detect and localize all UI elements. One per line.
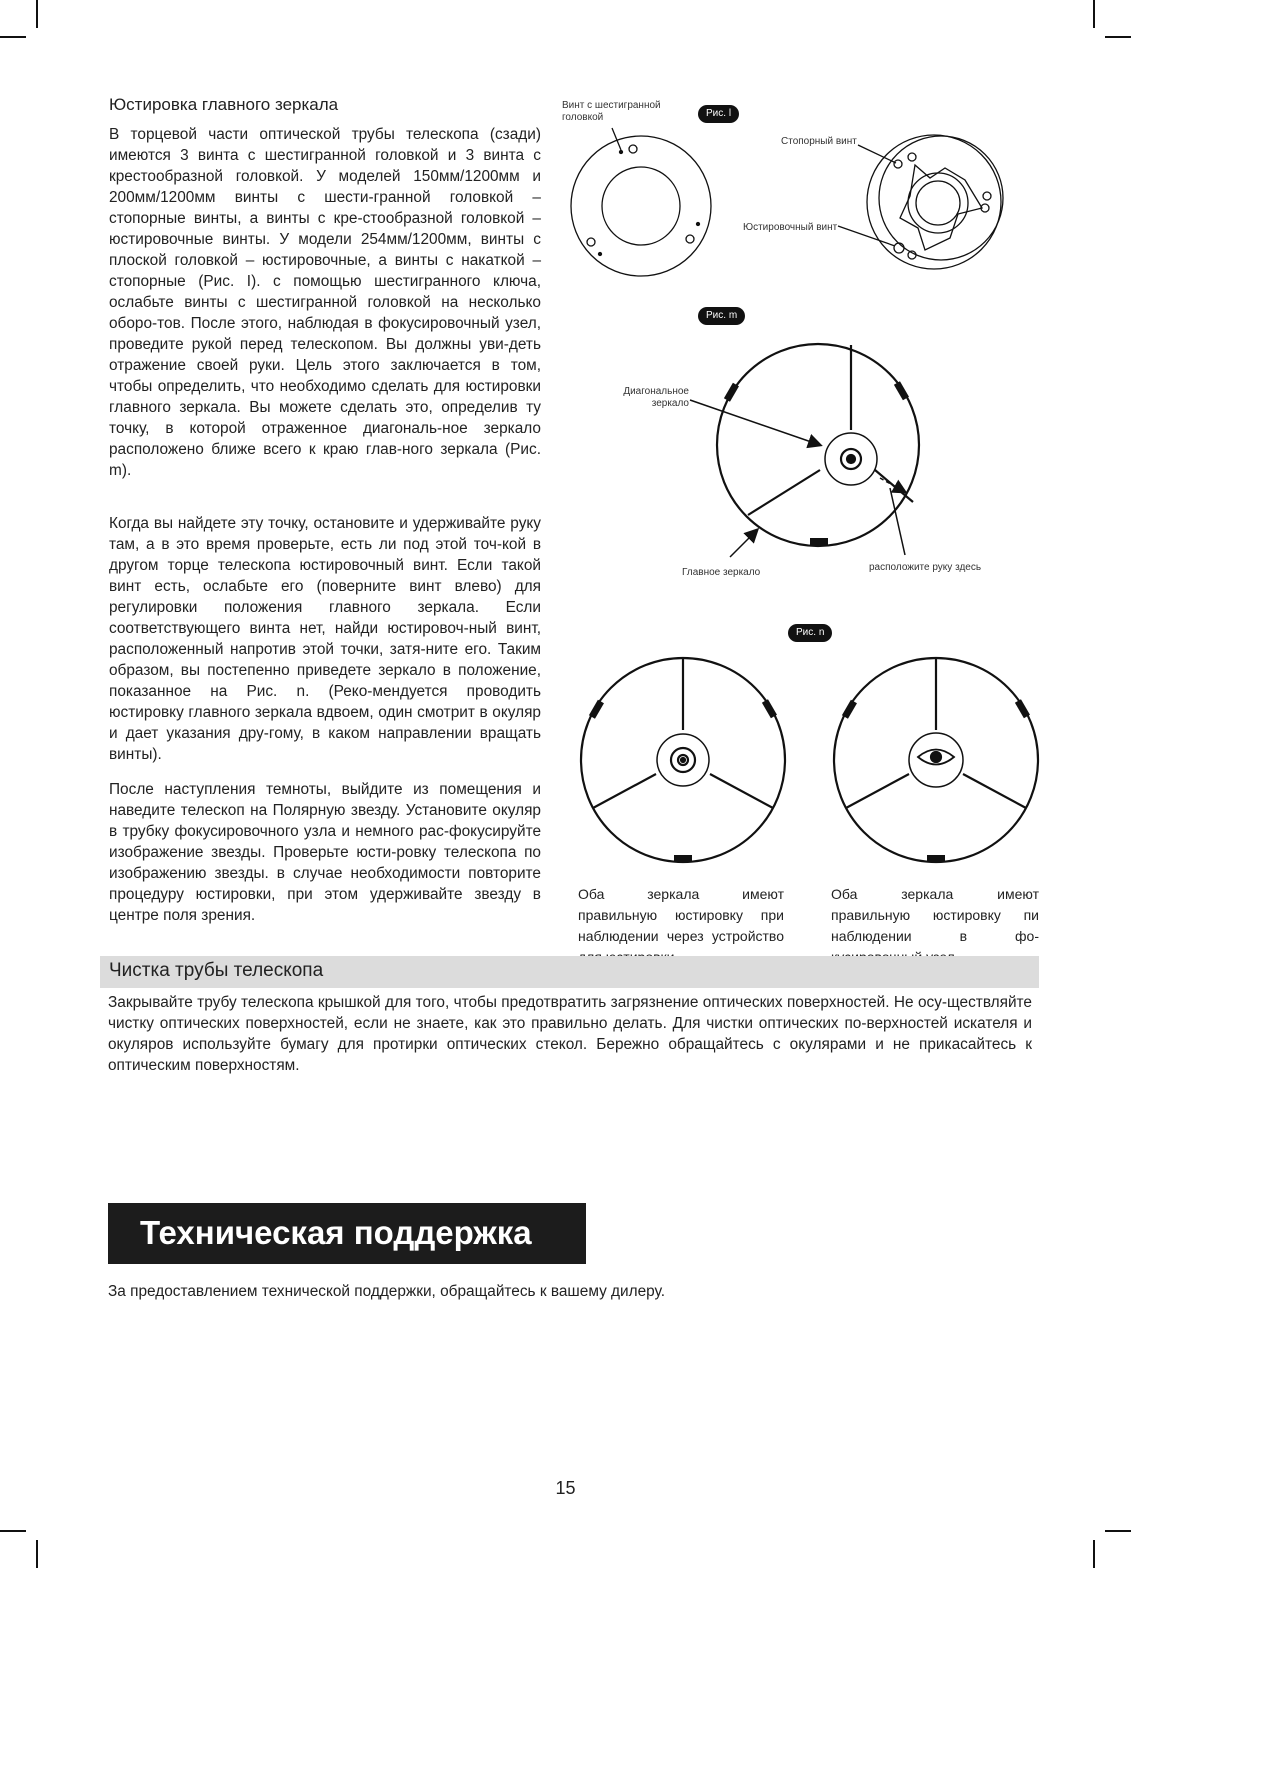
label-line: Диагональное — [623, 386, 689, 397]
fig-m-label-hand-here: расположите руку здесь — [869, 562, 982, 573]
label-line: Винт с шестигранной — [562, 100, 661, 111]
paragraph-text: После наступления темноты, выйдите из помещения и наведите телескоп на Полярную звезду. Установите окуляр в трубку фокусировочного узла и немного рас-фокусируйте изображение звезды. Проверьте юсти-ровку телескопа по изображению звезды. в случае необходимости повторите процедуру юстировки, при этом удерживайте звезду в центре поля зрения. — [109, 781, 541, 924]
fig-n-right-diagram — [834, 658, 1038, 862]
fig-l-label-adjust-screw: Юстировочный винт — [743, 222, 838, 233]
fig-n-caption-right: Оба зеркала имеют правильную юстировку пи наблюдении в фо- — [831, 886, 1039, 944]
crop-mark — [1105, 1530, 1131, 1532]
fig-n-caption-left: Оба зеркала имеют правильную юстировку при наблюдении через устройство — [578, 886, 784, 944]
section-title-mirror-alignment: Юстировка главного зеркала — [109, 95, 339, 114]
crop-mark — [1093, 1540, 1095, 1568]
section-header-bar — [100, 956, 1039, 988]
fig-m-badge: Рис. m — [698, 307, 745, 325]
page-number: 15 — [555, 1478, 576, 1498]
label-line: зеркало — [651, 398, 689, 409]
fig-l-badge: Рис. l — [698, 105, 739, 123]
section-title-tube-cleaning: Чистка трубы телескопа — [109, 960, 324, 981]
fig-l-label-hex-screw — [562, 100, 661, 124]
crop-mark — [0, 1530, 26, 1532]
fig-n-badge: Рис. n — [788, 624, 832, 642]
section-title-tech-support: Техническая поддержка — [140, 1214, 532, 1251]
fig-l-label-lock-screw: Стопорный винт — [781, 136, 857, 147]
paragraph-text: Когда вы найдете эту точку, остановите и удерживайте руку там, а в это время проверьте, есть ли под этой точ-кой в другом торце телескопа юстировочный винт. Если такой винт есть, ослабьте его (поверните винт влево) для регулировки положения главного зеркала. Если соответствующего винта нет, найди юстировоч-ный винт, расположенный напротив этой точки, затя-ните его. Таким образом, вы постепенно приведете зеркало в положение, показанное на Рис. n. (Реко-мендуется проводить юстировку главного зеркала вдвоем, один смотрит в окуляр и дает указания дру-гому, в каком направлении вращать винты). — [109, 515, 541, 763]
support-header-bar — [108, 1203, 586, 1264]
fig-m-diagram — [690, 344, 919, 557]
paragraph-text: В торцевой части оптической трубы телескопа (сзади) имеются 3 винта с шестигранной головкой и 3 винта с крестообразной головкой. У моделей 150мм/1200мм и 200мм/1200мм винты с шести-гранной головкой – стопорные винты, а винты с кре-стообразной головкой – юстировочные винты. У модели 254мм/1200мм, винты с плоской головкой – юстировочные, а винты с накаткой – стопорные (Рис. I). с помощью шестигранного ключа, ослабьте винты с шестигранной головкой на несколько оборо-тов. После этого, наблюдая в фокусировочный узел, проведите рукой перед телескопом. Вы должны уви-деть отражение своей руки. Цель этого заключается в том, чтобы определить, что необходимо сделать для юстировки главного зеркала. Вы можете сделать это, определив ту точку, в которой отраженное диагональ-ное зеркало расположено ближе всего к краю глав-ного зеркала (Рис. m). — [109, 126, 541, 479]
alignment-figures — [0, 0, 1131, 960]
fig-n-left-diagram — [581, 658, 785, 862]
cleaning-paragraph: Закрывайте трубу телескопа крышкой для того, чтобы предотвратить загрязнение оптических поверхностей. Не осу-ществляйте чистку оптических поверхностей, если не знаете, как это правильно делать. Для чистки оптических по-верхностей искателя и окуляров используйте бумагу для протирки оптических стекол. Бережно обращайтесь с окулярами и не прикасайтесь к оптическим поверхностям. — [108, 994, 1032, 1074]
label-line: головкой — [562, 112, 604, 123]
support-paragraph: За предоставлением технической поддержки, обращайтесь к вашему дилеру. — [108, 1283, 665, 1300]
crop-mark — [36, 1540, 38, 1568]
fig-m-label-diagonal-mirror — [620, 386, 689, 410]
fig-l-mirror-cell-diagram — [838, 135, 1003, 269]
fig-l-ring-diagram — [571, 128, 711, 276]
fig-m-label-main-mirror: Главное зеркало — [682, 567, 761, 578]
